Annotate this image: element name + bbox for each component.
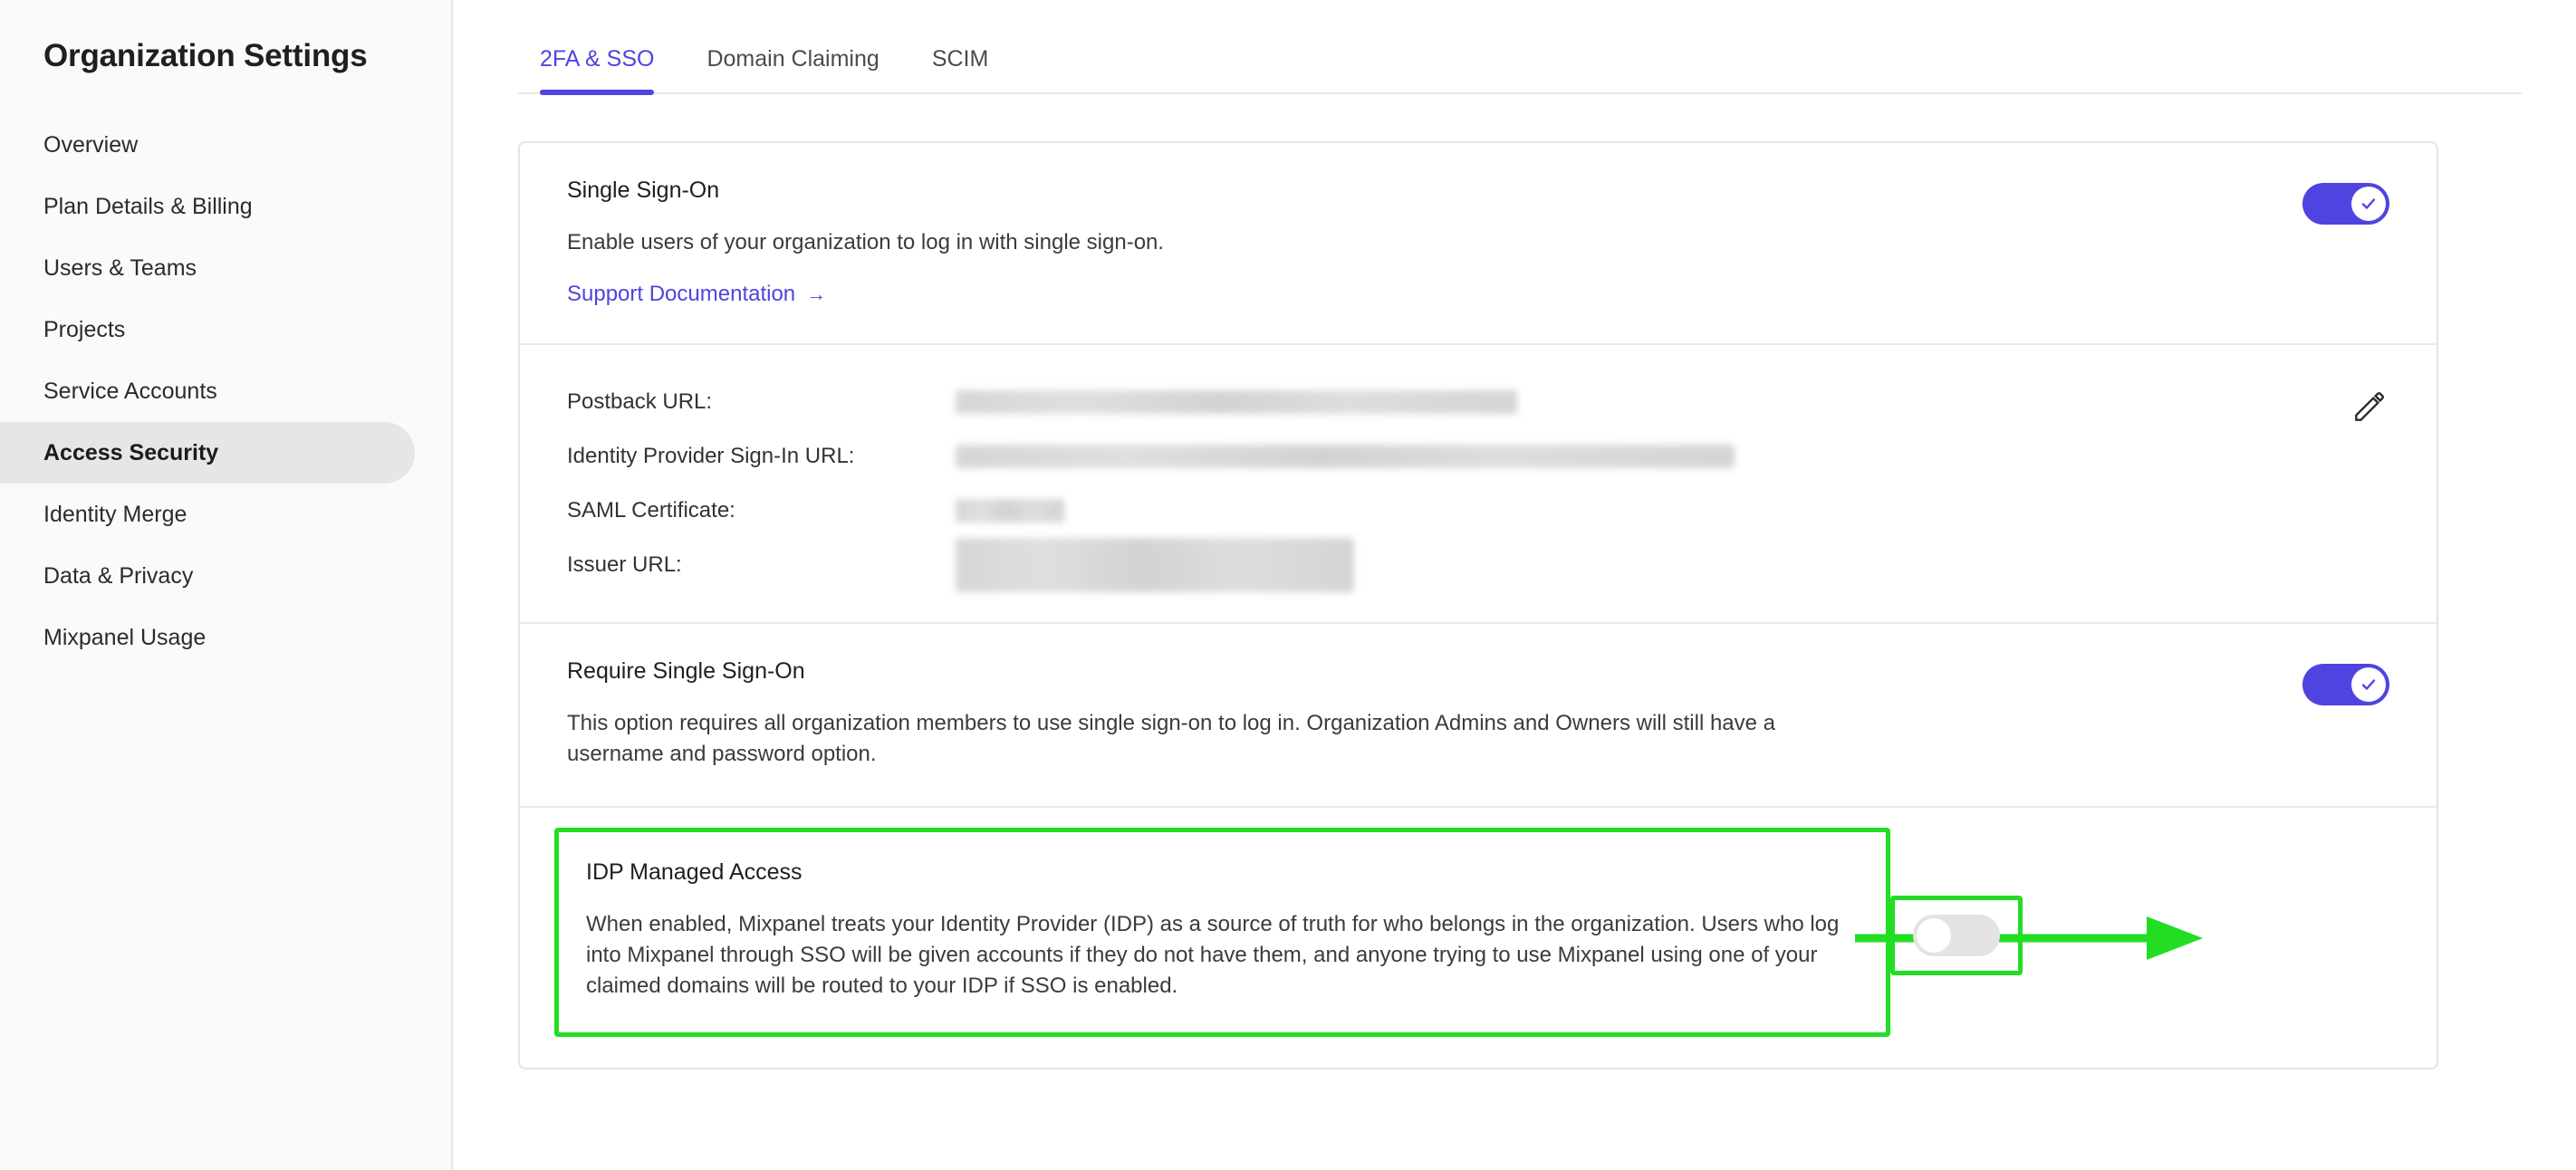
sidebar-item-users-teams[interactable]: Users & Teams (43, 254, 197, 281)
idp-managed-access-toggle-highlight (1890, 896, 2023, 975)
postback-url-value (956, 381, 2353, 423)
single-sign-on-toggle-wrap (2302, 177, 2389, 225)
identity-provider-signin-url-label: Identity Provider Sign-In URL: (567, 444, 855, 469)
idp-managed-access-highlight (554, 828, 1890, 1037)
postback-url-label: Postback URL: (567, 389, 713, 415)
edit-saml-button[interactable] (2350, 387, 2389, 427)
issuer-url-value (956, 544, 2353, 586)
page-title: Organization Settings (43, 38, 368, 73)
sidebar-item-identity-merge[interactable]: Identity Merge (43, 501, 187, 527)
saml-configuration-section (520, 345, 2437, 624)
require-single-sign-on-section (520, 624, 2437, 808)
idp-managed-access-section (520, 808, 2437, 1068)
single-sign-on-title: Single Sign-On (567, 177, 720, 203)
support-documentation-link[interactable] (567, 282, 826, 307)
sidebar-nav (0, 114, 451, 668)
tab-domain-claiming[interactable]: Domain Claiming (706, 46, 879, 72)
sidebar-item-mixpanel-usage[interactable]: Mixpanel Usage (43, 624, 207, 650)
toggle-knob (1917, 918, 1951, 953)
idp-managed-access-toggle[interactable] (1913, 915, 2000, 956)
saml-certificate-value (956, 490, 2353, 532)
identity-provider-signin-url-value (956, 436, 2353, 477)
require-single-sign-on-title: Require Single Sign-On (567, 658, 805, 685)
tab-bar (518, 0, 2522, 94)
sidebar-item-projects[interactable]: Projects (43, 316, 126, 342)
pencil-icon (2350, 387, 2389, 427)
saml-field-labels (567, 379, 854, 586)
require-single-sign-on-description: This option requires all organization members to use single sign-on to log in. Organization Admins and Owners will still have a username and password option. (567, 711, 1776, 767)
main-content (453, 0, 2576, 1170)
toggle-knob (2351, 667, 2386, 702)
toggle-knob (2351, 187, 2386, 221)
sidebar-item-access-security[interactable]: Access Security (0, 422, 415, 484)
single-sign-on-toggle[interactable] (2302, 183, 2389, 225)
sidebar (0, 0, 453, 1170)
require-single-sign-on-toggle-wrap (2302, 658, 2389, 705)
sidebar-item-data-privacy[interactable]: Data & Privacy (43, 562, 194, 589)
access-security-card (518, 141, 2438, 1069)
idp-managed-access-description: When enabled, Mixpanel treats your Identity Provider (IDP) as a source of truth for who belongs in the organization. Users who log into Mixpanel through SSO will be given accounts if they do not have them, and anyone trying to use Mixpanel using one of your claimed domains will be routed to your IDP if SSO is enabled. (586, 912, 1840, 999)
require-single-sign-on-toggle[interactable] (2302, 664, 2389, 705)
saml-field-values (956, 379, 2353, 586)
single-sign-on-section (520, 143, 2437, 345)
sidebar-item-plan-details-billing[interactable]: Plan Details & Billing (43, 193, 253, 219)
idp-managed-access-title: IDP Managed Access (586, 859, 803, 886)
saml-certificate-label: SAML Certificate: (567, 498, 735, 523)
tab-2fa-sso[interactable]: 2FA & SSO (540, 46, 654, 92)
sidebar-item-service-accounts[interactable]: Service Accounts (43, 378, 217, 404)
arrow-right-icon: → (806, 283, 827, 306)
sidebar-item-overview[interactable]: Overview (43, 131, 139, 158)
issuer-url-label: Issuer URL: (567, 552, 682, 578)
single-sign-on-description: Enable users of your organization to log in with single sign-on. (567, 230, 1165, 254)
support-documentation-label: Support Documentation (567, 282, 796, 307)
saml-fields (567, 379, 2353, 586)
tab-scim[interactable]: SCIM (931, 46, 989, 72)
